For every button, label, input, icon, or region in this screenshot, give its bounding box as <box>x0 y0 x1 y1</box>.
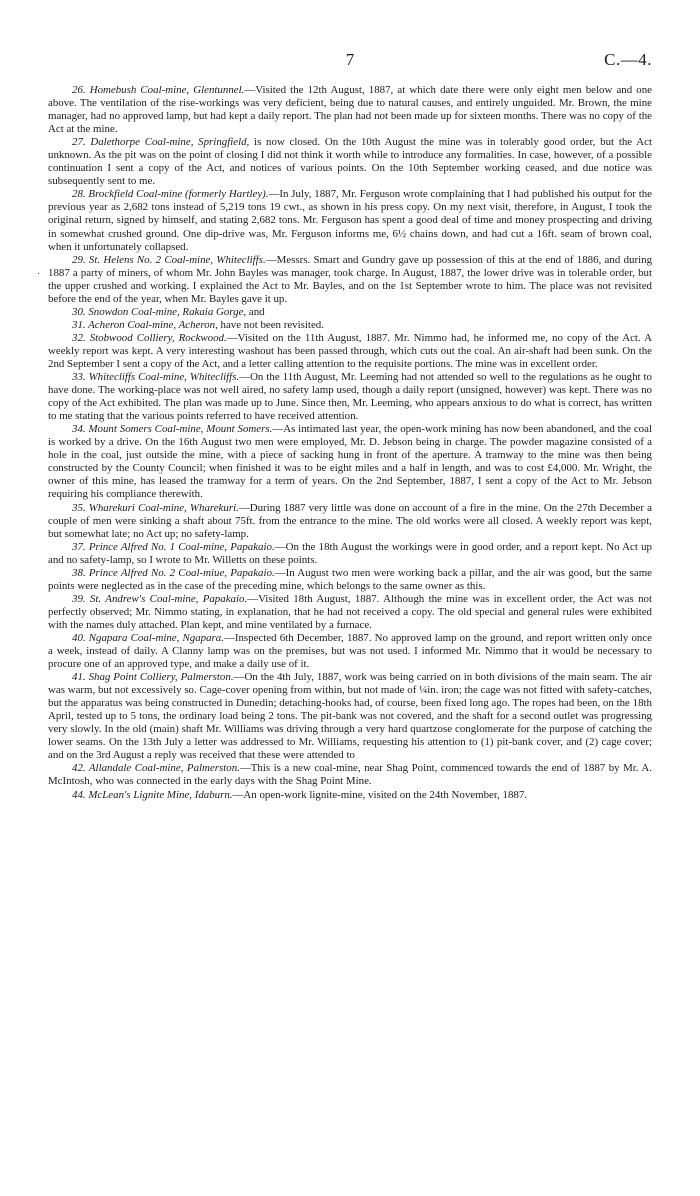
paragraph-title: 33. Whitecliffs Coal-mine, Whitecliffs. <box>72 371 240 384</box>
page-number: 7 <box>345 50 355 69</box>
paragraph-39 <box>48 593 652 632</box>
paragraph-text: —Visited 18th August, 1887. Although the mine was in excellent order, the Act was not perfectly observed; Mr. Nimmo stating, in explanation, that he had not received a copy. The old special and general rules were exhibited with the names duly attached. Plan kept, and mine ventilated by a furnace. <box>48 592 652 631</box>
paragraph-title: 38. Prince Alfred No. 2 Coal-miue, Papakaio. <box>72 566 275 579</box>
paragraph-title: 35. Wharekuri Coal-mine, Wharekuri. <box>72 501 239 514</box>
paragraph-text: —On the 18th August the workings were in good order, and a report kept. No Act up and no safety-lamp, so I wrote to Mr. Willetts on these points. <box>48 540 652 566</box>
margin-mark: · <box>37 269 41 280</box>
paragraph-title: 39. St. Andrew's Coal-mine, Papakaio. <box>72 592 248 605</box>
paragraph-title: 44. McLean's Lignite Mine, Idaburn. <box>72 788 233 801</box>
paragraph-title: 27. Dalethorpe Coal-mine, Springfield, <box>72 136 250 149</box>
paragraph-41 <box>48 671 652 762</box>
paragraph-title: 42. Allandale Coal-mine, Palmerston. <box>72 762 240 775</box>
paragraph-text: —This is a new coal-mine, near Shag Point, commenced towards the end of 1887 by Mr. A. McIntosh, who was connected in the early days with the Shag Point Mine. <box>48 762 652 788</box>
document-body <box>48 84 652 802</box>
paragraph-text: —During 1887 very little was done on account of a fire in the mine. On the 27th December a couple of men were sinking a shaft about 75ft. from the entrance to the mine. The old works were all closed. A weekly report was kept, but somewhat late; no Act up; no safety-lamp. <box>48 501 652 540</box>
paragraph-35 <box>48 502 652 541</box>
paragraph-text: —An open-work lignite-mine, visited on the 24th November, 1887. <box>232 788 527 801</box>
paragraph-text: —On the 11th August, Mr. Leeming had not attended so well to the regulations as he ought to have done. The working-place was not well aired, no safety lamp used, though a daily report (unsigned, however) was kept. There was no copy of the Act exhibited. The plan was made up to June. Since then, Mr. Leeming, who appears anxious to do what is correct, has written to me stating that the various points referred to have received attention. <box>48 371 652 423</box>
page-header <box>48 50 652 84</box>
paragraph-27 <box>48 136 652 188</box>
paragraph-29 <box>48 254 652 306</box>
paragraph-44 <box>48 789 652 802</box>
paragraph-33 <box>48 371 652 423</box>
paragraph-26 <box>48 84 652 136</box>
paragraph-title: 26. Homebush Coal-mine, Glentunnel. <box>72 84 245 96</box>
paragraph-title: 37. Prince Alfred No. 1 Coal-mine, Papakaio. <box>72 540 275 553</box>
paragraph-42 <box>48 762 652 788</box>
paragraph-title: 31. Acheron Coal-mine, Acheron, <box>72 318 218 331</box>
paragraph-text: —Messrs. Smart and Gundry gave up possession of this at the end of 1886, and during 1887 a party of miners, of whom Mr. John Bayles was manager, took charge. In August, 1887, the lower drive was in tolerable order, but the upper crushed and working. I explained the Act to Mr. Bayles, and on the 1st September wrote to him. The place was not revisited before the end of the year, when Mr. Bayles gave it up. <box>48 253 653 305</box>
paragraph-title: 40. Ngapara Coal-mine, Ngapara. <box>72 631 224 644</box>
paragraph-34 <box>48 423 652 501</box>
paragraph-text: —As intimated last year, the open-work mining has now been abandoned, and the coal is worked by a drive. On the 16th August two men were employed, Mr. D. Jebson being in charge. The powder magazine consisted of a hole in the coal, just outside the mine, with a piece of sacking hung in front of the aperture. A tramway to the mine was then being constructed by the County Council; when finished it was to be eight miles and a half in length, and was to cost £4,000. Mr. Wright, the owner of this mine, has leased the tramway for a term of years. On the 2nd September, 1887, I sent a copy of the Act to Mr. Jebson requiring his compliance therewith. <box>48 423 652 501</box>
paragraph-40 <box>48 632 652 671</box>
paragraph-text: —On the 4th July, 1887, work was being carried on in both divisions of the main seam. The air was warm, but not excessively so. Cage-cover opening from within, but not made of ¼in. iron; the cage was not fitted with safety-catches, but the apparatus was being constructed in Dunedin; detaching-hooks had, of course, been fixed long ago. The ropes had been, on the 18th April, tested up to 5 tons, the ordinary load being 2 tons. The pit-bank was not covered, and the shaft for a second outlet was progressing very slowly. In the old (main) shaft Mr. Williams was driving through a very hard quartzose conglomerate for the purpose of catching the lower seams. On the 13th July a letter was addressed to Mr. Williams, requesting his attention to (1) pit-bank cover, and (2) cage cover; and on the 3rd August a reply was received that these were attended to <box>48 671 652 762</box>
paragraph-text: and <box>246 305 265 318</box>
section-reference: C.—4. <box>604 50 652 69</box>
paragraph-title: 41. Shag Point Colliery, Palmerston. <box>72 671 234 684</box>
paragraph-text: is now closed. On the 10th August the mine was in tolerably good order, but the Act unknown. As the pit was on the point of closing I did not think it worth while to introduce any formalities. In case, however, of a possible continuation I sent a copy of the Act, and notices of various points. On the 10th September working ceased, and due notice was subsequently sent to me. <box>48 136 652 188</box>
paragraph-text: —In August two men were working back a pillar, and the air was good, but the same points were neglected as in the case of the preceding mine, which belongs to the same owner as this. <box>48 566 652 592</box>
paragraph-32 <box>48 332 652 371</box>
paragraph-title: 30. Snowdon Coal-mine, Rakaia Gorge, <box>72 305 247 318</box>
paragraph-title: 29. St. Helens No. 2 Coal-mine, Whitecliffs. <box>72 253 266 266</box>
paragraph-title: 34. Mount Somers Coal-mine, Mount Somers. <box>72 423 273 436</box>
paragraph-text: have not been revisited. <box>217 318 324 331</box>
paragraph-31 <box>48 319 652 332</box>
paragraph-text: —Visited on the 11th August, 1887. Mr. Nimmo had, he informed me, no copy of the Act. A weekly report was kept. A very interesting washout has been passed through, which cuts out the coal. An air-shaft had been sunk. On the 2nd September I sent a copy of the Act, and a letter calling attention to the requisite portions. The mine was in excellent order. <box>48 331 652 370</box>
paragraph-text: —In July, 1887, Mr. Ferguson wrote complaining that I had published his output for the previous year as 2,682 tons instead of 5,219 tons 19 cwt., as shown in his press copy. On my next visit, therefore, in August, I took the original return, signed by himself, and stating 2,682 tons. Mr. Ferguson has spent a good deal of time and money prospecting and driving in somewhat crushed ground. One dip-drive was, Mr. Ferguson informs me, 6½ chains down, and had cut a 16ft. seam of brown coal, when it unfortunately collapsed. <box>48 188 652 253</box>
paragraph-28 <box>48 188 652 253</box>
paragraph-38 <box>48 567 652 593</box>
paragraph-text: —Inspected 6th December, 1887. No approved lamp on the ground, and report written only once a week, instead of daily. A Clanny lamp was on the premises, but was not used. I informed Mr. Nimmo that it would be necessary to procure one of an approved type, and make a daily use of it. <box>48 631 652 671</box>
paragraph-title: 28. Brockfield Coal-mine (formerly Hartley). <box>72 188 269 201</box>
paragraph-title: 32. Stobwood Colliery, Rockwood. <box>72 331 227 344</box>
paragraph-text: —Visited the 12th August, 1887, at which date there were only eight men below and one above. The ventilation of the rise-workings was very deficient, being due to natural causes, and entirely unguided. Mr. Brown, the mine manager, had no approved lamp, but had kept a daily report. The plan had not been made up for sixteen months. There was no copy of the Act at the mine. <box>48 84 652 136</box>
paragraph-37 <box>48 541 652 567</box>
paragraph-30 <box>48 306 652 319</box>
